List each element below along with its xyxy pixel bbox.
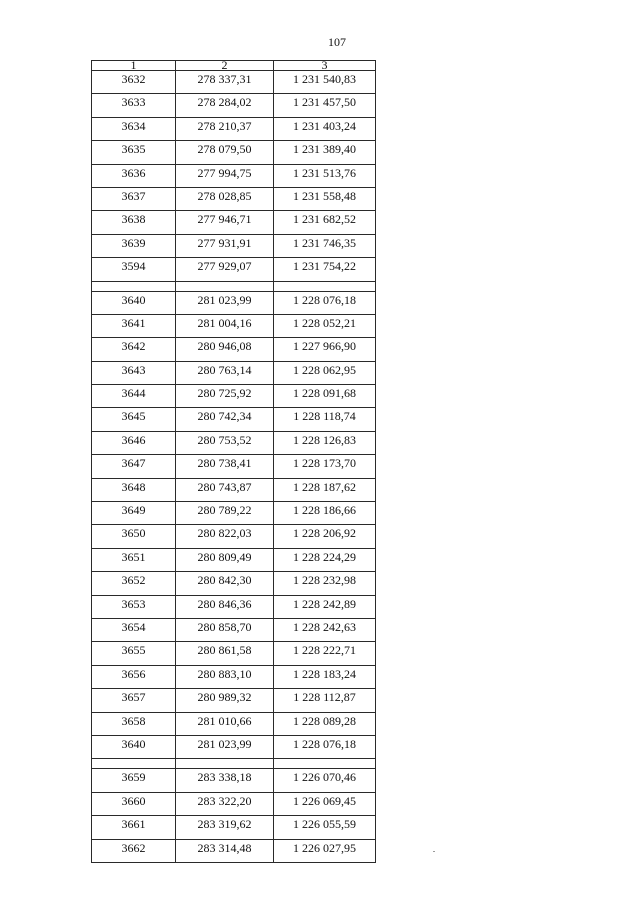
y-coordinate-cell: 1 226 027,95 — [274, 839, 376, 862]
point-number-cell: 3650 — [92, 525, 176, 548]
x-coordinate-cell: 281 023,99 — [176, 291, 274, 314]
y-coordinate-cell: 1 228 183,24 — [274, 665, 376, 688]
x-coordinate-cell: 280 946,08 — [176, 338, 274, 361]
point-number-cell: 3657 — [92, 689, 176, 712]
point-number-cell: 3661 — [92, 816, 176, 839]
y-coordinate-cell: 1 231 540,83 — [274, 71, 376, 94]
point-number-cell: 3639 — [92, 234, 176, 257]
x-coordinate-cell: 280 809,49 — [176, 548, 274, 571]
table-row — [92, 94, 376, 117]
y-coordinate-cell: 1 228 076,18 — [274, 291, 376, 314]
x-coordinate-cell: 283 322,20 — [176, 792, 274, 815]
x-coordinate-cell: 277 994,75 — [176, 164, 274, 187]
table-row — [92, 839, 376, 862]
table-row — [92, 234, 376, 257]
x-coordinate-cell: 283 338,18 — [176, 769, 274, 792]
table-row — [92, 618, 376, 641]
point-number-cell: 3641 — [92, 314, 176, 337]
point-number-cell: 3633 — [92, 94, 176, 117]
y-coordinate-cell: 1 228 206,92 — [274, 525, 376, 548]
y-coordinate-cell: 1 231 513,76 — [274, 164, 376, 187]
y-coordinate-cell: 1 228 232,98 — [274, 572, 376, 595]
x-coordinate-cell: 280 742,34 — [176, 408, 274, 431]
point-number-cell: 3662 — [92, 839, 176, 862]
y-coordinate-cell: 1 228 062,95 — [274, 361, 376, 384]
x-coordinate-cell: 280 743,87 — [176, 478, 274, 501]
table-row — [92, 689, 376, 712]
y-coordinate-cell: 1 228 187,62 — [274, 478, 376, 501]
point-number-cell: 3655 — [92, 642, 176, 665]
y-coordinate-cell: 1 228 091,68 — [274, 385, 376, 408]
table-row — [92, 314, 376, 337]
table-row — [92, 291, 376, 314]
x-coordinate-cell: 281 004,16 — [176, 314, 274, 337]
x-coordinate-cell: 280 846,36 — [176, 595, 274, 618]
x-coordinate-cell: 278 337,31 — [176, 71, 274, 94]
table-row — [92, 385, 376, 408]
y-coordinate-cell: 1 228 089,28 — [274, 712, 376, 735]
separator-cell — [92, 281, 176, 291]
y-coordinate-cell: 1 228 242,89 — [274, 595, 376, 618]
table-row — [92, 792, 376, 815]
group-separator-row — [92, 281, 376, 291]
separator-cell — [274, 281, 376, 291]
x-coordinate-cell: 277 929,07 — [176, 258, 274, 281]
point-number-cell: 3636 — [92, 164, 176, 187]
x-coordinate-cell: 280 989,32 — [176, 689, 274, 712]
y-coordinate-cell: 1 231 389,40 — [274, 141, 376, 164]
point-number-cell: 3649 — [92, 502, 176, 525]
y-coordinate-cell: 1 228 242,63 — [274, 618, 376, 641]
column-header-3: 3 — [274, 61, 376, 71]
point-number-cell: 3647 — [92, 455, 176, 478]
table-row — [92, 211, 376, 234]
table-row — [92, 361, 376, 384]
point-number-cell: 3640 — [92, 291, 176, 314]
scan-speck — [433, 851, 435, 852]
point-number-cell: 3646 — [92, 431, 176, 454]
x-coordinate-cell: 278 284,02 — [176, 94, 274, 117]
x-coordinate-cell: 280 858,70 — [176, 618, 274, 641]
point-number-cell: 3656 — [92, 665, 176, 688]
x-coordinate-cell: 280 822,03 — [176, 525, 274, 548]
table-row — [92, 455, 376, 478]
header-row — [92, 61, 376, 71]
x-coordinate-cell: 283 314,48 — [176, 839, 274, 862]
point-number-cell: 3660 — [92, 792, 176, 815]
y-coordinate-cell: 1 228 076,18 — [274, 735, 376, 758]
point-number-cell: 3634 — [92, 117, 176, 140]
point-number-cell: 3638 — [92, 211, 176, 234]
point-number-cell: 3658 — [92, 712, 176, 735]
x-coordinate-cell: 280 738,41 — [176, 455, 274, 478]
point-number-cell: 3643 — [92, 361, 176, 384]
y-coordinate-cell: 1 228 173,70 — [274, 455, 376, 478]
y-coordinate-cell: 1 231 682,52 — [274, 211, 376, 234]
x-coordinate-cell: 280 789,22 — [176, 502, 274, 525]
table-row — [92, 141, 376, 164]
y-coordinate-cell: 1 226 070,46 — [274, 769, 376, 792]
x-coordinate-cell: 280 753,52 — [176, 431, 274, 454]
coordinates-table — [91, 60, 376, 863]
table-header — [92, 61, 376, 71]
x-coordinate-cell: 280 842,30 — [176, 572, 274, 595]
table-row — [92, 816, 376, 839]
point-number-cell: 3642 — [92, 338, 176, 361]
x-coordinate-cell: 281 023,99 — [176, 735, 274, 758]
separator-cell — [176, 759, 274, 769]
x-coordinate-cell: 280 861,58 — [176, 642, 274, 665]
table-body — [92, 71, 376, 863]
table-row — [92, 478, 376, 501]
column-header-1: 1 — [92, 61, 176, 71]
y-coordinate-cell: 1 226 069,45 — [274, 792, 376, 815]
table-row — [92, 525, 376, 548]
point-number-cell: 3651 — [92, 548, 176, 571]
table-row — [92, 117, 376, 140]
point-number-cell: 3637 — [92, 187, 176, 210]
y-coordinate-cell: 1 231 746,35 — [274, 234, 376, 257]
x-coordinate-cell: 278 210,37 — [176, 117, 274, 140]
y-coordinate-cell: 1 231 457,50 — [274, 94, 376, 117]
y-coordinate-cell: 1 226 055,59 — [274, 816, 376, 839]
table-row — [92, 258, 376, 281]
column-header-2: 2 — [176, 61, 274, 71]
table-row — [92, 408, 376, 431]
point-number-cell: 3644 — [92, 385, 176, 408]
table-row — [92, 712, 376, 735]
table-row — [92, 665, 376, 688]
table-row — [92, 187, 376, 210]
y-coordinate-cell: 1 228 118,74 — [274, 408, 376, 431]
page-number: 107 — [328, 35, 346, 49]
y-coordinate-cell: 1 228 186,66 — [274, 502, 376, 525]
group-separator-row — [92, 759, 376, 769]
point-number-cell: 3659 — [92, 769, 176, 792]
x-coordinate-cell: 283 319,62 — [176, 816, 274, 839]
y-coordinate-cell: 1 227 966,90 — [274, 338, 376, 361]
table-row — [92, 431, 376, 454]
table-row — [92, 338, 376, 361]
table-row — [92, 595, 376, 618]
x-coordinate-cell: 278 079,50 — [176, 141, 274, 164]
separator-cell — [176, 281, 274, 291]
point-number-cell: 3640 — [92, 735, 176, 758]
x-coordinate-cell: 277 946,71 — [176, 211, 274, 234]
x-coordinate-cell: 280 725,92 — [176, 385, 274, 408]
y-coordinate-cell: 1 231 558,48 — [274, 187, 376, 210]
x-coordinate-cell: 281 010,66 — [176, 712, 274, 735]
y-coordinate-cell: 1 228 222,71 — [274, 642, 376, 665]
table-row — [92, 642, 376, 665]
y-coordinate-cell: 1 228 112,87 — [274, 689, 376, 712]
x-coordinate-cell: 280 883,10 — [176, 665, 274, 688]
table-row — [92, 735, 376, 758]
y-coordinate-cell: 1 231 403,24 — [274, 117, 376, 140]
point-number-cell: 3648 — [92, 478, 176, 501]
point-number-cell: 3654 — [92, 618, 176, 641]
point-number-cell: 3652 — [92, 572, 176, 595]
table-row — [92, 71, 376, 94]
separator-cell — [274, 759, 376, 769]
y-coordinate-cell: 1 228 126,83 — [274, 431, 376, 454]
separator-cell — [92, 759, 176, 769]
point-number-cell: 3645 — [92, 408, 176, 431]
table-row — [92, 769, 376, 792]
table-row — [92, 548, 376, 571]
point-number-cell: 3594 — [92, 258, 176, 281]
x-coordinate-cell: 277 931,91 — [176, 234, 274, 257]
y-coordinate-cell: 1 231 754,22 — [274, 258, 376, 281]
x-coordinate-cell: 278 028,85 — [176, 187, 274, 210]
table-row — [92, 572, 376, 595]
point-number-cell: 3635 — [92, 141, 176, 164]
point-number-cell: 3632 — [92, 71, 176, 94]
table-row — [92, 164, 376, 187]
x-coordinate-cell: 280 763,14 — [176, 361, 274, 384]
y-coordinate-cell: 1 228 224,29 — [274, 548, 376, 571]
y-coordinate-cell: 1 228 052,21 — [274, 314, 376, 337]
point-number-cell: 3653 — [92, 595, 176, 618]
table-row — [92, 502, 376, 525]
